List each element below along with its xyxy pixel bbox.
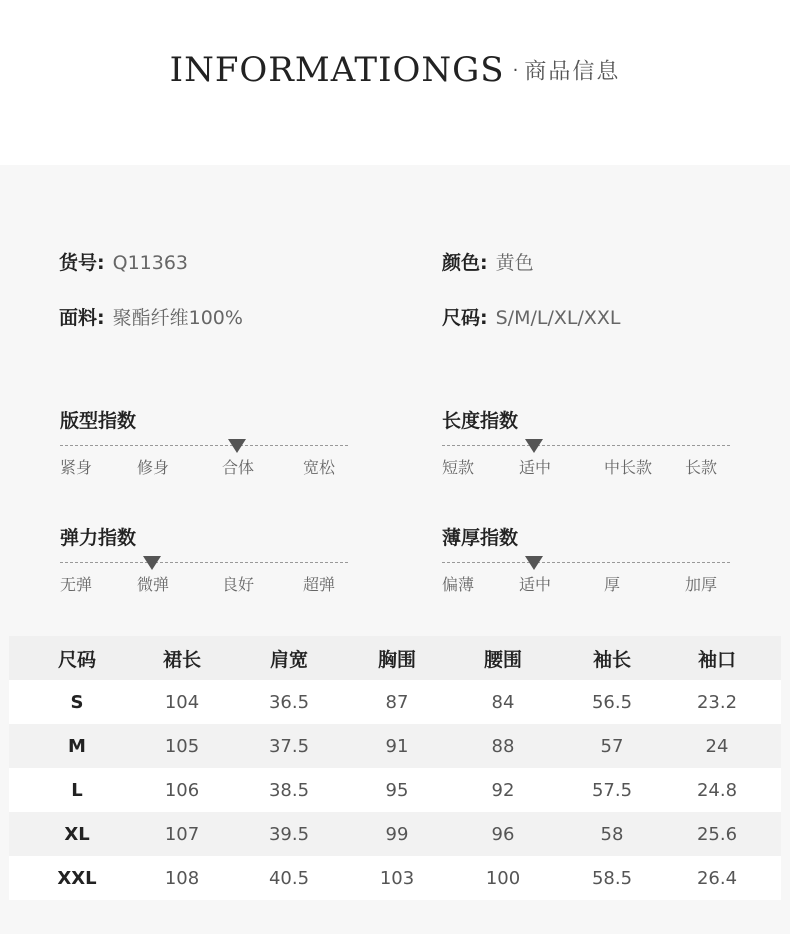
- table-cell: 103: [359, 856, 435, 900]
- table-cell: 87: [359, 680, 435, 724]
- gauge-thickness-marker-icon: [525, 556, 543, 570]
- title-chinese: 商品信息: [524, 59, 621, 85]
- size-cell: L: [9, 768, 145, 812]
- color-label: 颜色:: [442, 252, 488, 274]
- header-section: [0, 0, 790, 165]
- gauge-thickness: [442, 523, 730, 594]
- gauge-length-label: 短款: [442, 458, 475, 477]
- table-cell: 26.4: [653, 856, 781, 900]
- info-color: [442, 248, 534, 275]
- column-header: 袖口: [653, 636, 781, 680]
- color-value: 黄色: [495, 252, 534, 274]
- page-title: [0, 50, 790, 90]
- gauge-thickness-track: [442, 556, 730, 568]
- column-header: 尺码: [9, 636, 145, 680]
- size-cell: M: [9, 724, 145, 768]
- title-separator: ·: [512, 59, 519, 81]
- info-item-no: [59, 248, 188, 275]
- gauge-fit-label: 紧身: [60, 458, 93, 477]
- table-cell: 56.5: [571, 680, 653, 724]
- column-header: 肩宽: [219, 636, 359, 680]
- gauge-length-track: [442, 439, 730, 451]
- gauge-stretch-label: 超弹: [303, 575, 336, 594]
- column-header: 袖长: [571, 636, 653, 680]
- table-cell: 57.5: [571, 768, 653, 812]
- table-header-row: [9, 636, 781, 680]
- gauge-fit-label: 合体: [222, 458, 255, 477]
- table-row: [9, 724, 781, 768]
- table-cell: 58.5: [571, 856, 653, 900]
- column-header: 胸围: [359, 636, 435, 680]
- table-cell: 23.2: [653, 680, 781, 724]
- gauge-length-title: 长度指数: [442, 410, 519, 432]
- gauge-stretch: [60, 523, 348, 594]
- table-row: [9, 856, 781, 900]
- column-header: 裙长: [145, 636, 219, 680]
- gauge-fit-marker-icon: [228, 439, 246, 453]
- gauge-stretch-label: 无弹: [60, 575, 93, 594]
- info-material: [59, 303, 243, 330]
- gauge-length-marker-icon: [525, 439, 543, 453]
- table-cell: 100: [435, 856, 571, 900]
- table-cell: 57: [571, 724, 653, 768]
- size-table: [9, 636, 781, 906]
- gauge-stretch-title: 弹力指数: [60, 527, 137, 549]
- material-value: 聚酯纤维100%: [112, 307, 243, 329]
- table-cell: 37.5: [219, 724, 359, 768]
- gauge-thickness-title: 薄厚指数: [442, 527, 519, 549]
- table-cell: 106: [145, 768, 219, 812]
- gauge-fit-track: [60, 439, 348, 451]
- table-cell: 104: [145, 680, 219, 724]
- size-cell: XL: [9, 812, 145, 856]
- table-cell: 39.5: [219, 812, 359, 856]
- material-label: 面料:: [59, 307, 105, 329]
- table-cell: 105: [145, 724, 219, 768]
- gauge-thickness-label: 加厚: [685, 575, 718, 594]
- table-cell: 25.6: [653, 812, 781, 856]
- table-cell: 24.8: [653, 768, 781, 812]
- item-no-label: 货号:: [59, 252, 105, 274]
- table-cell: 92: [435, 768, 571, 812]
- sizes-label: 尺码:: [442, 307, 488, 329]
- table-row: [9, 768, 781, 812]
- table-cell: 96: [435, 812, 571, 856]
- gauge-stretch-label: 微弹: [137, 575, 170, 594]
- column-header: 腰围: [435, 636, 571, 680]
- table-cell: 88: [435, 724, 571, 768]
- item-no-value: Q11363: [112, 252, 189, 274]
- gauge-stretch-marker-icon: [143, 556, 161, 570]
- table-cell: 36.5: [219, 680, 359, 724]
- table-cell: 24: [653, 724, 781, 768]
- gauge-length-label: 长款: [685, 458, 718, 477]
- table-cell: 40.5: [219, 856, 359, 900]
- table-row: [9, 812, 781, 856]
- table-row: [9, 680, 781, 724]
- gauge-thickness-label: 偏薄: [442, 575, 475, 594]
- gauge-fit-label: 宽松: [303, 458, 336, 477]
- table-cell: 84: [435, 680, 571, 724]
- size-cell: XXL: [9, 856, 145, 900]
- gauge-stretch-track: [60, 556, 348, 568]
- table-cell: 108: [145, 856, 219, 900]
- gauge-fit: [60, 406, 348, 477]
- gauge-length: [442, 406, 730, 477]
- table-cell: 91: [359, 724, 435, 768]
- gauge-length-label: 适中: [519, 458, 552, 477]
- gauge-stretch-label: 良好: [222, 575, 255, 594]
- gauge-thickness-label: 厚: [604, 575, 621, 594]
- title-english: INFORMATIONGS: [169, 50, 505, 90]
- table-cell: 58: [571, 812, 653, 856]
- gauge-length-label: 中长款: [604, 458, 653, 477]
- size-cell: S: [9, 680, 145, 724]
- table-cell: 99: [359, 812, 435, 856]
- table-cell: 38.5: [219, 768, 359, 812]
- table-cell: 95: [359, 768, 435, 812]
- gauge-thickness-label: 适中: [519, 575, 552, 594]
- table-cell: 107: [145, 812, 219, 856]
- sizes-value: S/M/L/XL/XXL: [495, 307, 621, 329]
- gauge-fit-label: 修身: [137, 458, 170, 477]
- gauge-fit-title: 版型指数: [60, 410, 137, 432]
- info-sizes: [442, 303, 620, 330]
